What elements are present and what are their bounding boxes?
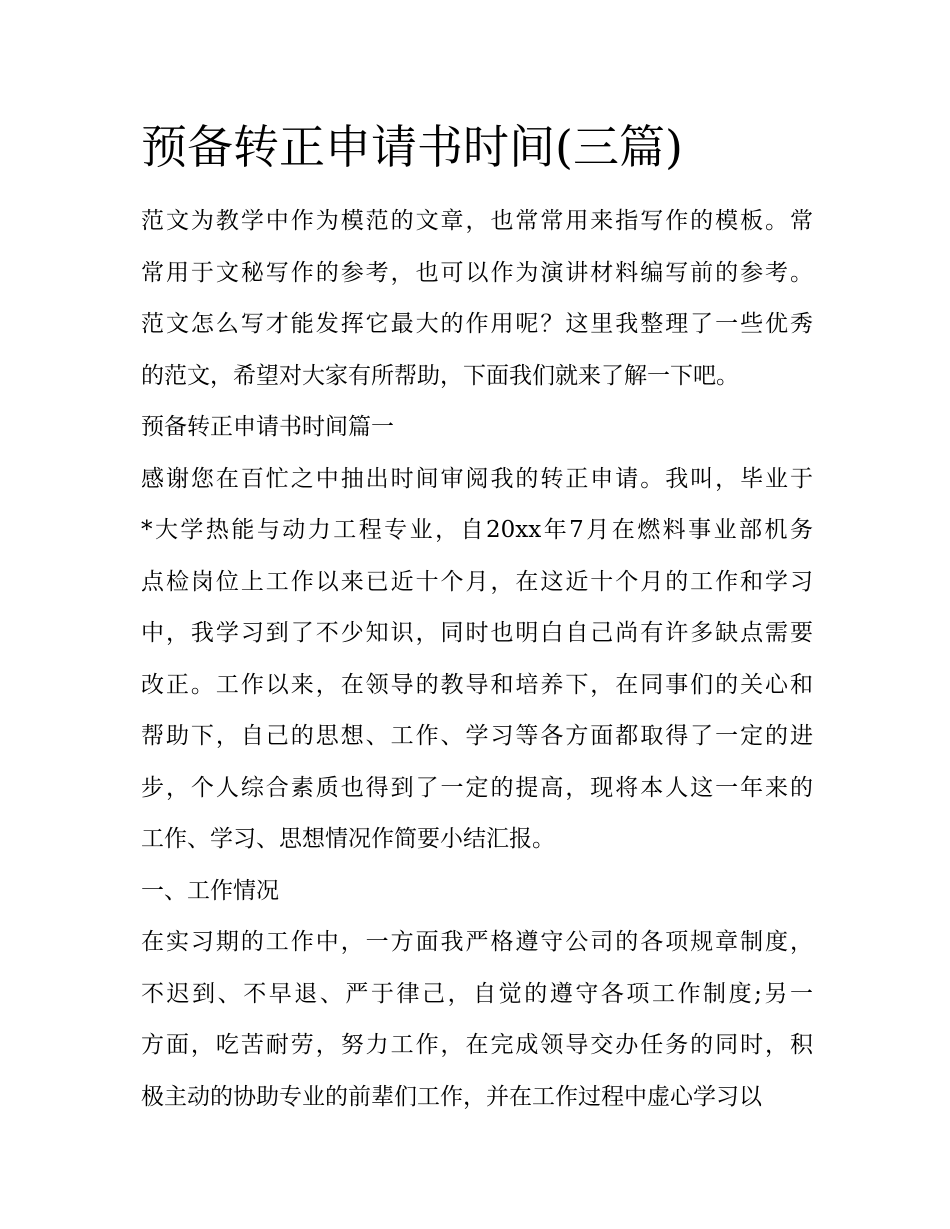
text-line: 范文怎么写才能发挥它最大的作用呢？这里我整理了一些优秀 [141,311,813,337]
text-line: *大学热能与动力工程专业，自20xx年7月在燃料事业部机务 [141,517,813,543]
text-line: 一、工作情况 [141,877,279,904]
text-line: 方面，吃苦耐劳，努力工作，在完成领导交办任务的同时，积 [141,1032,813,1058]
text-line: 改正。工作以来，在领导的教导和培养下，在同事们的关心和 [141,671,813,698]
document-title: 预备转正申请书时间(三篇) [141,120,683,174]
text-line: 工作、学习、思想情况作简要小结汇报。 [141,826,555,852]
text-line: 点检岗位上工作以来已近十个月，在这近十个月的工作和学习 [141,568,813,595]
text-line: 常用于文秘写作的参考，也可以作为演讲材料编写前的参考。 [141,259,813,286]
text-line: 预备转正申请书时间篇一 [141,414,394,440]
text-line: 感谢您在百忙之中抽出时间审阅我的转正申请。我叫，毕业于 [141,465,813,492]
text-line: 范文为教学中作为模范的文章，也常常用来指写作的模板。常 [141,208,813,234]
text-line: 不迟到、不早退、严于律己，自觉的遵守各项工作制度;另一 [141,980,813,1007]
text-line: 的范文，希望对大家有所帮助，下面我们就来了解一下吧。 [141,362,739,389]
text-line: 极主动的协助专业的前辈们工作，并在工作过程中虚心学习以 [141,1083,762,1110]
text-line: 步，个人综合素质也得到了一定的提高，现将本人这一年来的 [141,774,813,801]
document-body [141,196,813,1123]
text-line: 中，我学习到了不少知识，同时也明白自己尚有许多缺点需要 [141,620,813,646]
text-line: 在实习期的工作中，一方面我严格遵守公司的各项规章制度， [141,929,813,955]
text-line: 帮助下，自己的思想、工作、学习等各方面都取得了一定的进 [141,723,813,749]
